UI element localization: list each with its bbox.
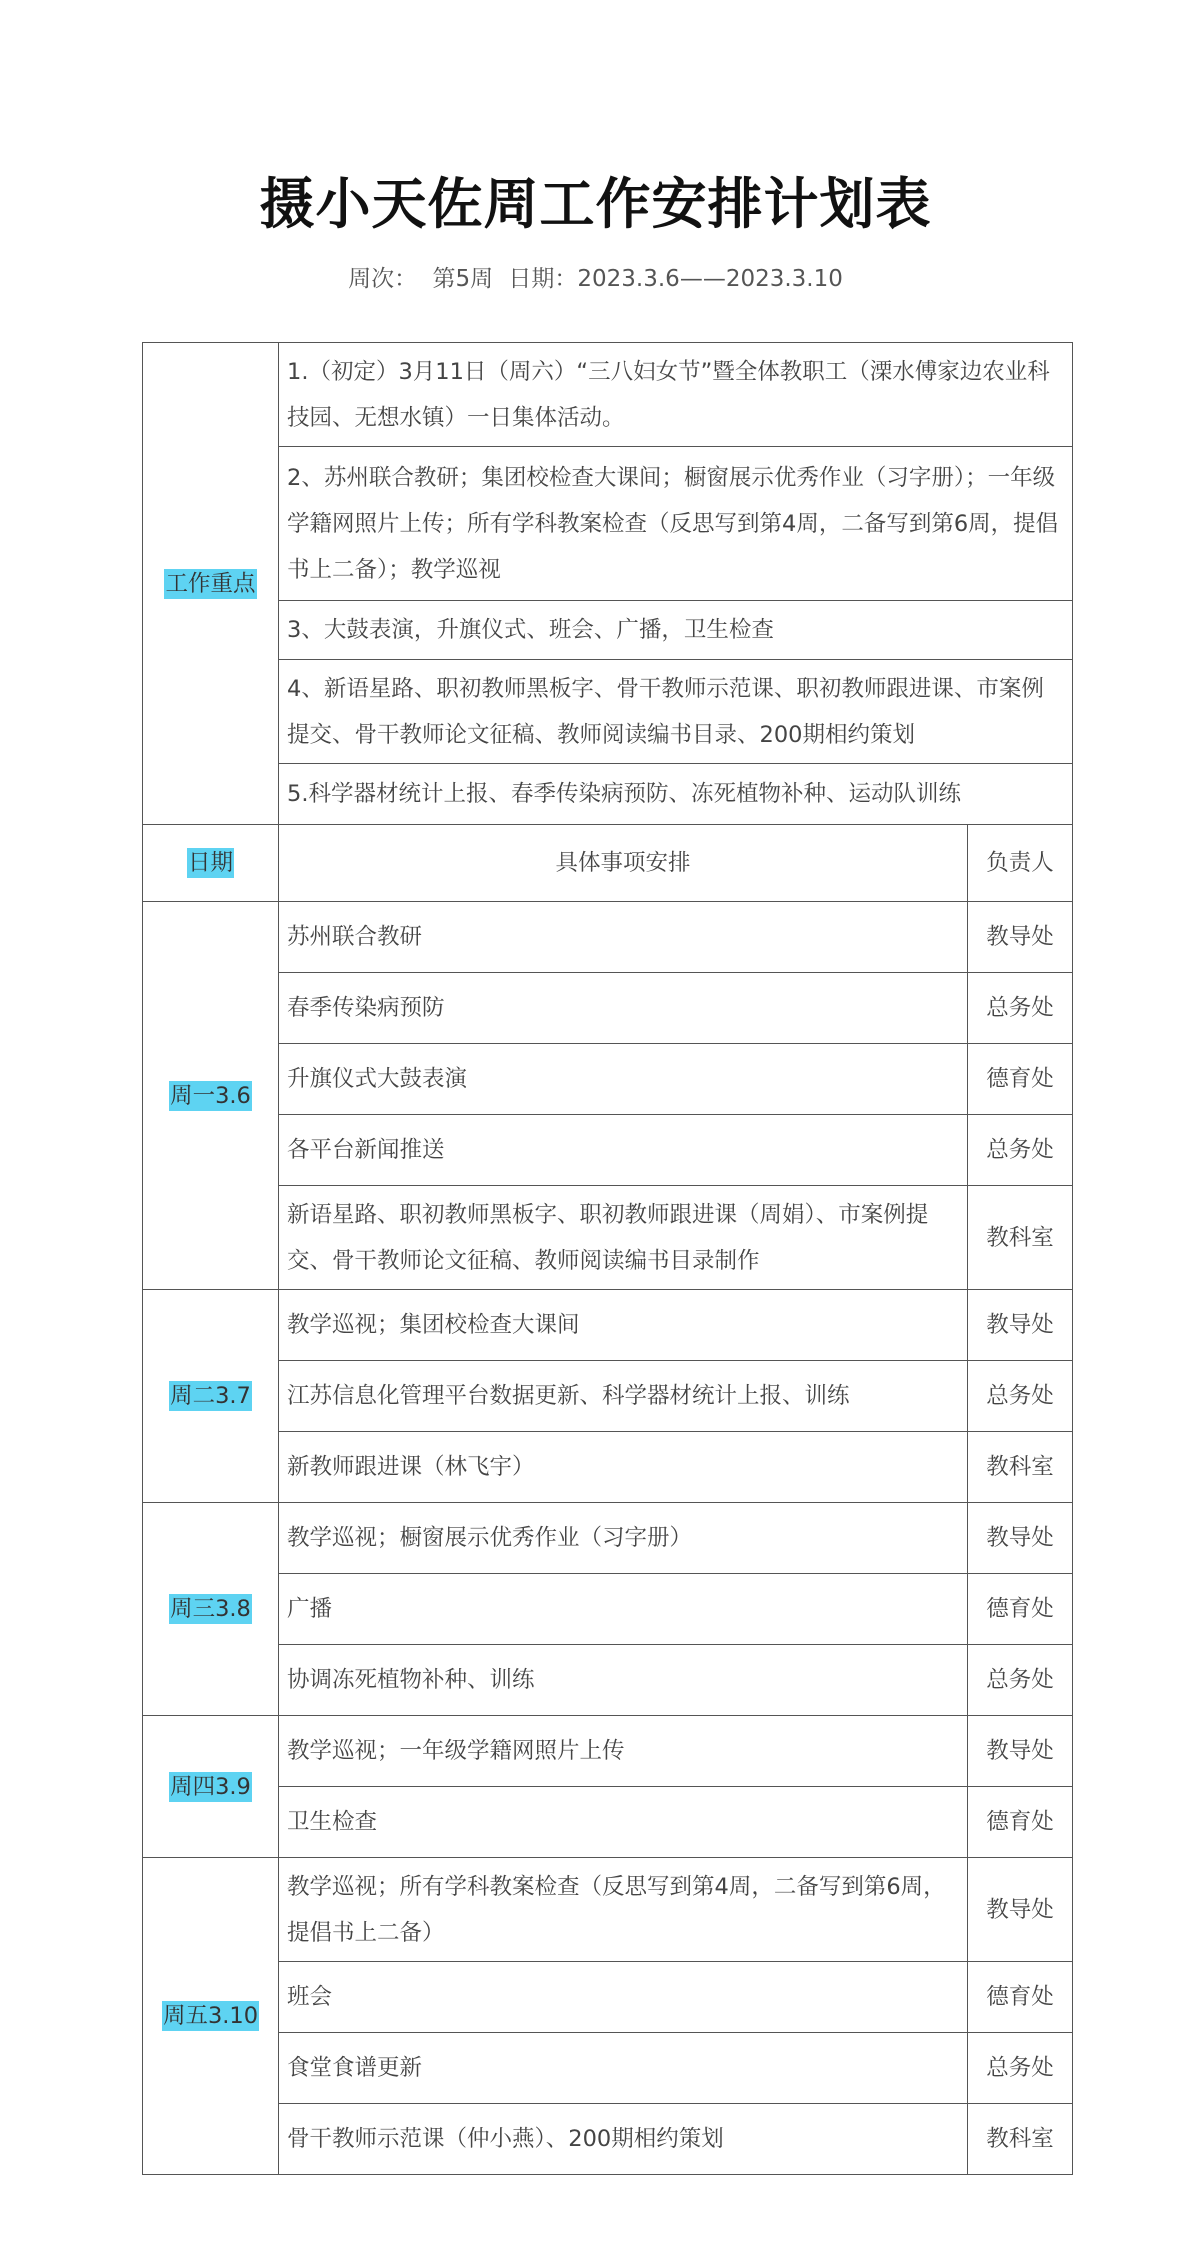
table-row [143, 1186, 1073, 1290]
header-date-cell [143, 825, 279, 902]
owner-cell: 教导处 [968, 1290, 1073, 1361]
table-row [143, 1645, 1073, 1716]
table-row [143, 1432, 1073, 1503]
task-cell: 春季传染病预防 [279, 973, 968, 1044]
day-cell [143, 1716, 279, 1858]
focus-label: 工作重点 [165, 570, 256, 597]
owner-cell: 总务处 [968, 1115, 1073, 1186]
table-row [143, 902, 1073, 973]
task-cell: 各平台新闻推送 [279, 1115, 968, 1186]
header-owner: 负责人 [968, 825, 1073, 902]
table-row [143, 1503, 1073, 1574]
focus-row [143, 660, 1073, 764]
week-info [0, 260, 1191, 293]
task-cell: 苏州联合教研 [279, 902, 968, 973]
task-cell: 升旗仪式大鼓表演 [279, 1044, 968, 1115]
focus-item: 3、大鼓表演，升旗仪式、班会、广播，卫生检查 [279, 601, 1073, 660]
task-cell: 协调冻死植物补种、训练 [279, 1645, 968, 1716]
header-row [143, 825, 1073, 902]
schedule-table [142, 342, 1073, 2175]
day-cell [143, 902, 279, 1290]
day-cell [143, 1858, 279, 2175]
day-label: 周四3.9 [170, 1773, 251, 1800]
task-cell: 骨干教师示范课（仲小燕）、200期相约策划 [279, 2104, 968, 2175]
focus-item: 1.（初定）3月11日（周六）“三八妇女节”暨全体教职工（溧水傅家边农业科技园、无想水镇）一日集体活动。 [279, 343, 1073, 447]
focus-item: 2、苏州联合教研；集团校检查大课间；橱窗展示优秀作业（习字册）；一年级学籍网照片上传；所有学科教案检查（反思写到第4周，二备写到第6周，提倡书上二备）；教学巡视 [279, 447, 1073, 601]
day-label: 周一3.6 [170, 1082, 251, 1109]
owner-cell: 教科室 [968, 1432, 1073, 1503]
focus-row [143, 447, 1073, 601]
owner-cell: 教导处 [968, 1503, 1073, 1574]
task-cell: 教学巡视；一年级学籍网照片上传 [279, 1716, 968, 1787]
focus-row [143, 343, 1073, 447]
owner-cell: 总务处 [968, 2033, 1073, 2104]
focus-label-cell [143, 343, 279, 825]
focus-row [143, 601, 1073, 660]
owner-cell: 教科室 [968, 1186, 1073, 1290]
owner-cell: 德育处 [968, 1574, 1073, 1645]
day-label: 周三3.8 [170, 1596, 251, 1622]
owner-cell: 德育处 [968, 1962, 1073, 2033]
day-label: 周二3.7 [170, 1383, 251, 1409]
focus-row [143, 764, 1073, 825]
task-cell: 卫生检查 [279, 1787, 968, 1858]
day-cell [143, 1290, 279, 1503]
table-row [143, 973, 1073, 1044]
focus-item: 4、新语星路、职初教师黑板字、骨干教师示范课、职初教师跟进课、市案例提交、骨干教师论文征稿、教师阅读编书目录、200期相约策划 [279, 660, 1073, 764]
date-label: 日期： [508, 266, 578, 292]
table-row [143, 1574, 1073, 1645]
header-date: 日期 [187, 850, 233, 876]
day-label: 周五3.10 [162, 2003, 259, 2029]
table-row [143, 1290, 1073, 1361]
table-row [143, 2104, 1073, 2175]
table-row [143, 1716, 1073, 1787]
owner-cell: 总务处 [968, 1361, 1073, 1432]
owner-cell: 总务处 [968, 973, 1073, 1044]
week-value: 第5周 [432, 266, 494, 292]
table-row [143, 1115, 1073, 1186]
owner-cell: 教科室 [968, 2104, 1073, 2175]
task-cell: 教学巡视；橱窗展示优秀作业（习字册） [279, 1503, 968, 1574]
owner-cell: 教导处 [968, 1858, 1073, 1962]
week-label: 周次： [348, 266, 418, 292]
header-tasks: 具体事项安排 [279, 825, 968, 902]
owner-cell: 德育处 [968, 1044, 1073, 1115]
schedule-body [143, 343, 1073, 2175]
table-row [143, 2033, 1073, 2104]
table-row [143, 1962, 1073, 2033]
task-cell: 江苏信息化管理平台数据更新、科学器材统计上报、训练 [279, 1361, 968, 1432]
table-row [143, 1787, 1073, 1858]
table-row [143, 1858, 1073, 1962]
task-cell: 食堂食谱更新 [279, 2033, 968, 2104]
focus-item: 5.科学器材统计上报、春季传染病预防、冻死植物补种、运动队训练 [279, 764, 1073, 825]
day-cell [143, 1503, 279, 1716]
task-cell: 新教师跟进课（林飞宇） [279, 1432, 968, 1503]
owner-cell: 教导处 [968, 902, 1073, 973]
task-cell: 广播 [279, 1574, 968, 1645]
task-cell: 班会 [279, 1962, 968, 2033]
page-title: 摄小天佐周工作安排计划表 [259, 172, 932, 236]
table-row [143, 1044, 1073, 1115]
owner-cell: 总务处 [968, 1645, 1073, 1716]
owner-cell: 教导处 [968, 1716, 1073, 1787]
task-cell: 新语星路、职初教师黑板字、职初教师跟进课（周娟）、市案例提交、骨干教师论文征稿、教师阅读编书目录制作 [279, 1186, 968, 1290]
task-cell: 教学巡视；集团校检查大课间 [279, 1290, 968, 1361]
task-cell: 教学巡视；所有学科教案检查（反思写到第4周，二备写到第6周，提倡书上二备） [279, 1858, 968, 1962]
owner-cell: 德育处 [968, 1787, 1073, 1858]
date-value: 2023.3.6——2023.3.10 [577, 266, 843, 292]
table-row [143, 1361, 1073, 1432]
